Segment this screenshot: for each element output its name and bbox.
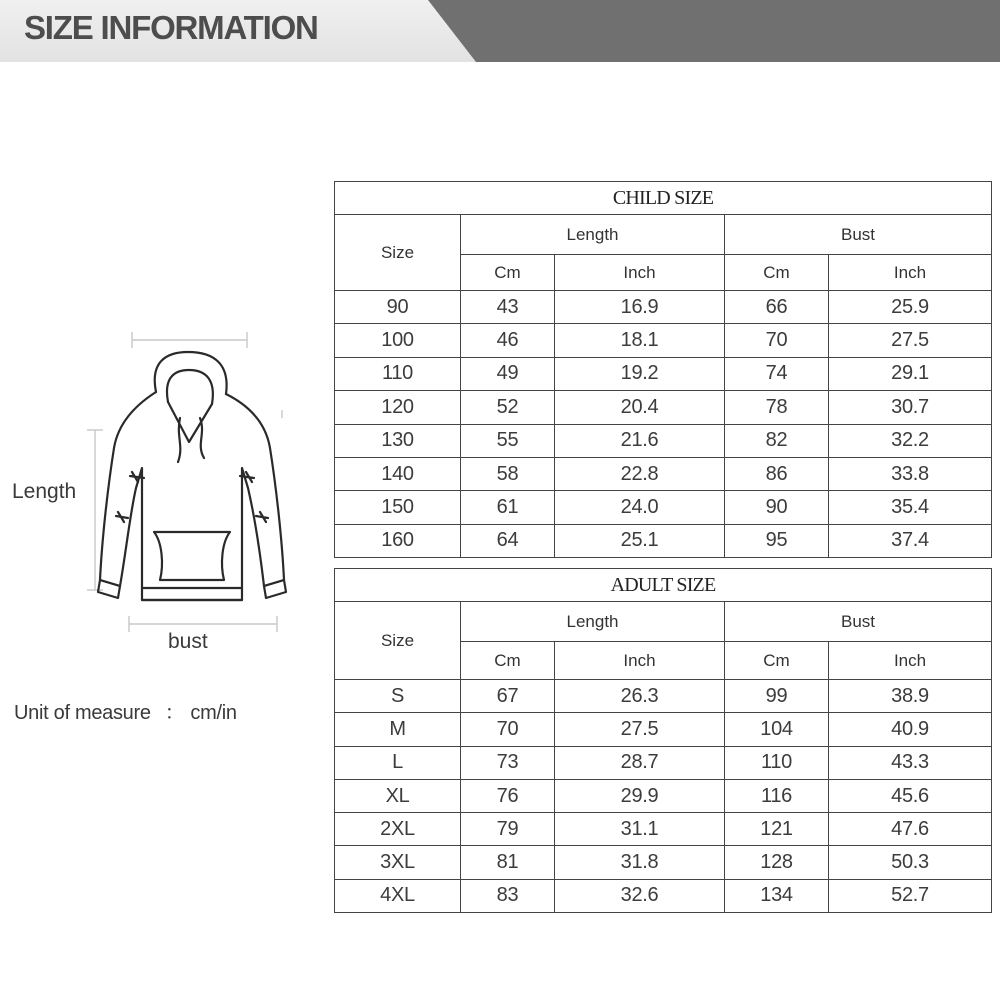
length-inch-cell: 29.9 [555,779,725,812]
length-cm-cell: 58 [461,457,555,490]
size-cell: 110 [335,357,461,390]
length-cm-cell: 81 [461,846,555,879]
length-cm-cell: 55 [461,424,555,457]
bust-inch-header: Inch [829,642,992,680]
bust-inch-header: Inch [829,255,992,291]
size-cell: S [335,680,461,713]
child-table-body [335,291,992,558]
bust-inch-cell: 33.8 [829,457,992,490]
length-cm-header: Cm [461,255,555,291]
hoodie-diagram [72,318,304,648]
unit-label: Unit of measure [14,702,151,724]
unit-of-measure [14,696,237,725]
unit-separator: ： [164,702,185,724]
table-title-row [335,182,992,215]
size-cell: 120 [335,391,461,424]
length-inch-cell: 28.7 [555,746,725,779]
bust-cm-cell: 82 [725,424,829,457]
bust-cm-header: Cm [725,642,829,680]
table-row [335,324,992,357]
bust-inch-cell: 40.9 [829,713,992,746]
bust-inch-cell: 32.2 [829,424,992,457]
table-row [335,779,992,812]
size-cell: 150 [335,491,461,524]
length-inch-cell: 31.8 [555,846,725,879]
length-cm-cell: 73 [461,746,555,779]
table-row [335,291,992,324]
bust-cm-cell: 134 [725,879,829,912]
length-cm-cell: 76 [461,779,555,812]
table-row [335,457,992,490]
length-inch-cell: 21.6 [555,424,725,457]
bust-inch-cell: 43.3 [829,746,992,779]
bust-inch-cell: 27.5 [829,324,992,357]
length-inch-cell: 25.1 [555,524,725,557]
length-cm-cell: 67 [461,680,555,713]
bust-inch-cell: 38.9 [829,680,992,713]
length-inch-cell: 19.2 [555,357,725,390]
table-row [335,746,992,779]
length-cm-cell: 70 [461,713,555,746]
page-title: SIZE INFORMATION [24,9,318,46]
size-cell: XL [335,779,461,812]
size-cell: 2XL [335,813,461,846]
bust-cm-cell: 90 [725,491,829,524]
bust-cm-cell: 110 [725,746,829,779]
hoodie-outline [98,352,286,600]
bust-cm-cell: 78 [725,391,829,424]
table-row [335,879,992,912]
adult-size-table [334,568,992,913]
table-row [335,424,992,457]
length-cm-cell: 52 [461,391,555,424]
length-inch-cell: 22.8 [555,457,725,490]
table-row [335,680,992,713]
length-inch-cell: 18.1 [555,324,725,357]
bust-cm-cell: 95 [725,524,829,557]
table-row [335,846,992,879]
length-cm-cell: 79 [461,813,555,846]
size-cell: 130 [335,424,461,457]
length-inch-cell: 27.5 [555,713,725,746]
table-title: ADULT SIZE [335,569,992,602]
bust-cm-cell: 74 [725,357,829,390]
bust-inch-cell: 37.4 [829,524,992,557]
length-inch-header: Inch [555,642,725,680]
bust-inch-cell: 29.1 [829,357,992,390]
bust-cm-cell: 99 [725,680,829,713]
length-cm-cell: 46 [461,324,555,357]
table-row [335,491,992,524]
length-inch-cell: 24.0 [555,491,725,524]
length-inch-cell: 16.9 [555,291,725,324]
bust-label: bust [168,630,208,653]
bust-inch-cell: 52.7 [829,879,992,912]
bust-column-header: Bust [725,215,992,255]
table-row [335,813,992,846]
adult-table-body [335,680,992,913]
length-label: Length [12,480,77,503]
bust-inch-cell: 25.9 [829,291,992,324]
length-inch-cell: 26.3 [555,680,725,713]
length-cm-cell: 83 [461,879,555,912]
bust-cm-header: Cm [725,255,829,291]
table-row [335,391,992,424]
table-row [335,524,992,557]
bust-inch-cell: 30.7 [829,391,992,424]
length-inch-cell: 20.4 [555,391,725,424]
size-cell: 3XL [335,846,461,879]
size-column-header: Size [335,602,461,680]
bust-inch-cell: 45.6 [829,779,992,812]
bust-inch-cell: 50.3 [829,846,992,879]
length-column-header: Length [461,215,725,255]
bust-cm-cell: 86 [725,457,829,490]
size-column-header: Size [335,215,461,291]
bust-cm-cell: 70 [725,324,829,357]
length-cm-cell: 49 [461,357,555,390]
table-row [335,713,992,746]
bust-cm-cell: 128 [725,846,829,879]
length-cm-cell: 61 [461,491,555,524]
length-inch-cell: 31.1 [555,813,725,846]
length-cm-header: Cm [461,642,555,680]
bust-inch-cell: 35.4 [829,491,992,524]
length-inch-header: Inch [555,255,725,291]
size-cell: L [335,746,461,779]
size-cell: M [335,713,461,746]
table-header-row [335,215,992,255]
bust-cm-cell: 116 [725,779,829,812]
child-size-table [334,181,992,558]
size-cell: 4XL [335,879,461,912]
length-column-header: Length [461,602,725,642]
table-header-row [335,602,992,642]
size-cell: 160 [335,524,461,557]
length-cm-cell: 43 [461,291,555,324]
bust-column-header: Bust [725,602,992,642]
size-cell: 90 [335,291,461,324]
size-cell: 100 [335,324,461,357]
table-title-row [335,569,992,602]
bust-inch-cell: 47.6 [829,813,992,846]
length-inch-cell: 32.6 [555,879,725,912]
bust-cm-cell: 121 [725,813,829,846]
table-title: CHILD SIZE [335,182,992,215]
length-cm-cell: 64 [461,524,555,557]
table-row [335,357,992,390]
bust-cm-cell: 104 [725,713,829,746]
size-cell: 140 [335,457,461,490]
unit-value: cm/in [190,702,237,724]
bust-cm-cell: 66 [725,291,829,324]
